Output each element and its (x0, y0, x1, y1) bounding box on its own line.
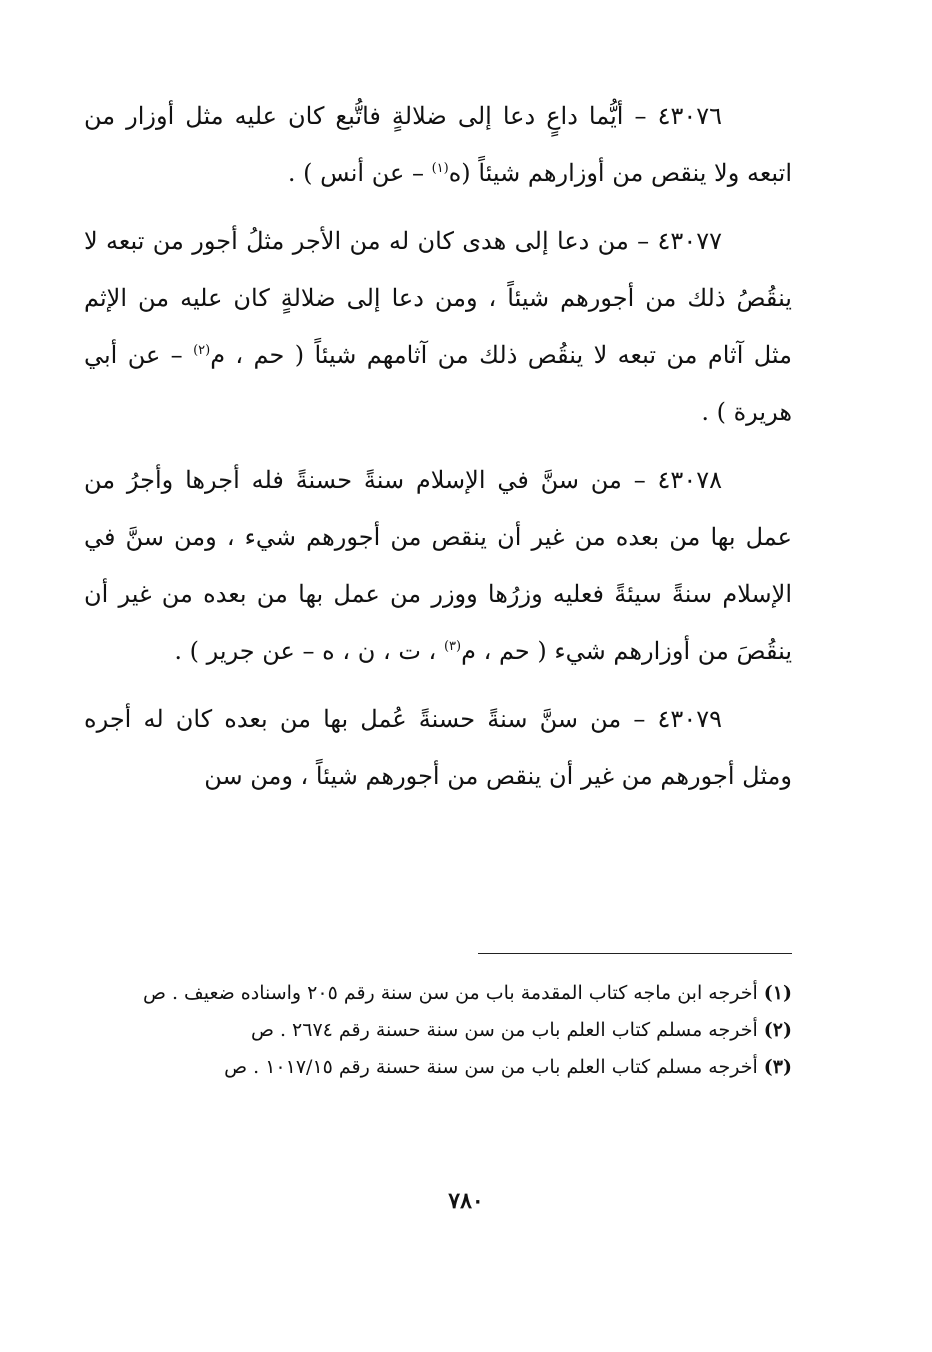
footnote-separator (478, 953, 792, 954)
hadith-number: ٤٣٠٧٨ (657, 466, 722, 494)
hadith-source-open: ( حم ، م (210, 341, 305, 369)
hadith-43079 (84, 691, 792, 805)
hadith-source-open: ( حم ، م (461, 637, 547, 665)
hadith-number: ٤٣٠٧٧ (657, 227, 722, 255)
hadith-content: من سنَّ في الإسلام سنةً حسنةً فله أجرها وأجرُ من عمل بها من بعده من غير أن ينقص من أجورهم شيء ، ومن سنَّ في الإسلام سنةً سيئةً فعليه وزرُها ووزر من عمل بها من بعده من غير أن ينقُصَ من أوزارهم شيء (84, 466, 792, 665)
footnote-marker: (٢) (763, 1019, 792, 1041)
dash: – (633, 705, 646, 733)
hadith-content: من دعا إلى هدى كان له من الأجر مثلُ أجور من تبعه لا ينقُصُ ذلك من أجورهم شيئاً ، ومن دعا إلى ضلالةٍ كان عليه من الإثم مثل آثام من تبعه لا ينقُص ذلك من آثامهم شيئاً (84, 227, 793, 369)
dash: – (633, 466, 646, 494)
hadith-content: أيُّما داعٍ دعا إلى ضلالةٍ فاتُّبع كان عليه مثل أوزار من اتبعه ولا ينقص من أوزارهم شيئاً (84, 102, 792, 187)
footnote-text: أخرجه مسلم كتاب العلم باب من سن سنة حسنة رقم ١٠١٧/١٥ . ص (224, 1056, 758, 1078)
hadith-source-close: – عن أبي هريرة ) . (84, 341, 792, 426)
footnote-marker: (١) (763, 982, 792, 1004)
footnote-1 (84, 975, 792, 1012)
footnote-3 (84, 1049, 792, 1086)
footnote-text: أخرجه ابن ماجه كتاب المقدمة باب من سن سنة رقم ٢٠٥ واسناده ضعيف . ص (142, 982, 758, 1004)
page-number: ٧٨٠ (448, 1188, 484, 1214)
footnote-2 (84, 1012, 792, 1049)
hadith-content: من سنَّ سنةً حسنةً عُمل بها من بعده كان له أجره ومثل أجورهم من غير أن ينقص من أجورهم شيئاً ، ومن سن (84, 705, 792, 790)
hadith-text-body (84, 88, 792, 816)
footnote-text: أخرجه مسلم كتاب العلم باب من سن سنة حسنة رقم ٢٦٧٤ . ص (250, 1019, 758, 1041)
footnotes (84, 975, 792, 1086)
dash: – (634, 102, 647, 130)
hadith-number: ٤٣٠٧٦ (657, 102, 723, 130)
footnote-marker: (٣) (763, 1056, 792, 1078)
hadith-source-close: – عن أنس ) . (287, 159, 424, 187)
footnote-ref-2[interactable]: (٢) (193, 343, 211, 358)
hadith-43077 (84, 213, 792, 441)
footnote-ref-3[interactable]: (٣) (443, 639, 462, 654)
hadith-number: ٤٣٠٧٩ (657, 705, 722, 733)
hadith-43076 (84, 88, 792, 202)
dash: – (637, 227, 650, 255)
hadith-source-open: (ه (448, 159, 471, 187)
hadith-43078 (84, 452, 792, 680)
hadith-source-close: ، ت ، ن ، ه – عن جرير ) . (174, 637, 437, 665)
footnote-ref-1[interactable]: (١) (431, 161, 449, 176)
